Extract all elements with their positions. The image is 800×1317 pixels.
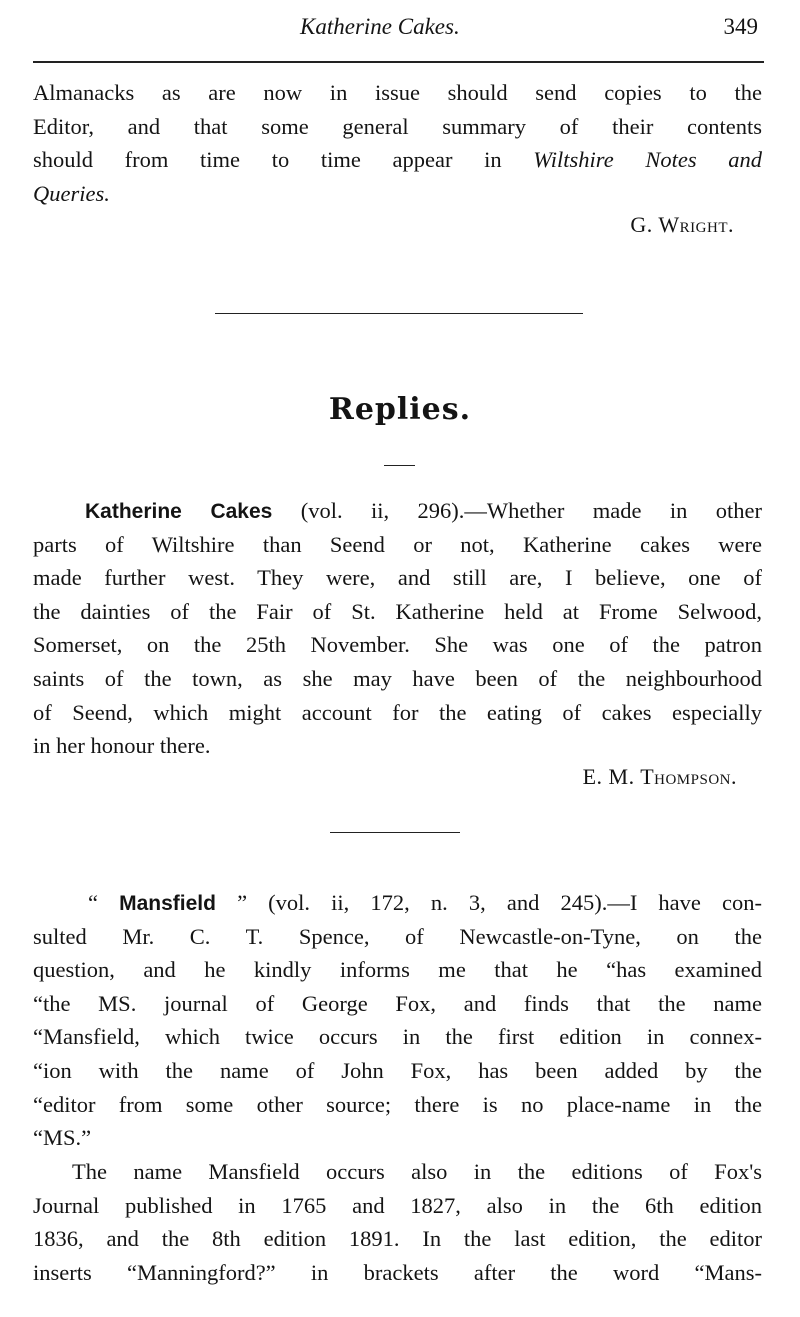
text-line bbox=[33, 595, 762, 629]
italic-text: Queries. bbox=[33, 180, 110, 206]
text-line bbox=[33, 987, 762, 1021]
paragraph bbox=[33, 886, 762, 1155]
page-number: 349 bbox=[723, 14, 758, 39]
text-line bbox=[33, 886, 762, 920]
text-line bbox=[33, 561, 762, 595]
text-line bbox=[33, 953, 762, 987]
section-divider bbox=[215, 313, 583, 314]
entry-title: Mansfield bbox=[119, 892, 216, 915]
text-line bbox=[33, 1020, 762, 1054]
text-segment: 1836, and the 8th edition 1891. In the last edition, the editor bbox=[33, 1226, 762, 1252]
header-rule bbox=[33, 61, 764, 63]
text-segment: parts of Wiltshire than Seend or not, Katherine cakes were bbox=[33, 531, 762, 557]
text-segment: “ bbox=[88, 890, 120, 915]
heading-rule bbox=[384, 465, 415, 466]
paragraph bbox=[33, 1155, 762, 1289]
text-line bbox=[33, 143, 762, 177]
section-divider bbox=[330, 832, 460, 833]
italic-text: Wiltshire Notes and bbox=[533, 147, 762, 173]
text-segment: the dainties of the Fair of St. Katherine held at Frome Selwood, bbox=[33, 598, 762, 624]
paragraph bbox=[33, 494, 762, 763]
text-line bbox=[33, 729, 762, 763]
text-line bbox=[33, 1155, 762, 1189]
text-line bbox=[33, 1222, 762, 1256]
text-line bbox=[33, 528, 762, 562]
text-line bbox=[33, 1054, 762, 1088]
text-segment: “editor from some other source; there is no place-name in the bbox=[33, 1091, 762, 1117]
text-segment: (vol. ii, 296).—Whether made in other bbox=[272, 498, 763, 523]
text-line bbox=[33, 696, 762, 730]
running-header bbox=[0, 14, 800, 48]
text-segment: question, and he kindly informs me that he “has examined bbox=[33, 957, 762, 983]
text-segment: Journal published in 1765 and 1827, also in the 6th edition bbox=[33, 1192, 762, 1218]
text-line bbox=[33, 1189, 762, 1223]
text-line bbox=[33, 1121, 762, 1155]
text-segment: Editor, and that some general summary of their contents bbox=[33, 113, 762, 139]
text-segment: inserts “Manningford?” in brackets after the word “Mans- bbox=[33, 1259, 762, 1285]
text-segment: of Seend, which might account for the eating of cakes especially bbox=[33, 699, 762, 725]
text-line bbox=[33, 920, 762, 954]
text-line bbox=[33, 1088, 762, 1122]
text-line bbox=[33, 110, 762, 144]
text-segment: saints of the town, as she may have been of the neighbourhood bbox=[33, 665, 762, 691]
text-segment: made further west. They were, and still are, I believe, one of bbox=[33, 565, 762, 591]
text-segment: in her honour there. bbox=[33, 733, 211, 759]
text-line bbox=[33, 1256, 762, 1290]
text-line bbox=[33, 662, 762, 696]
text-segment: Somerset, on the 25th November. She was one of the patron bbox=[33, 632, 762, 658]
text-segment: The name Mansfield occurs also in the editions of Fox's bbox=[72, 1159, 762, 1184]
text-segment: ” (vol. ii, 172, n. 3, and 245).—I have con- bbox=[215, 890, 762, 915]
text-segment: “the MS. journal of George Fox, and finds that the name bbox=[33, 990, 762, 1016]
text-segment: “Mansfield, which twice occurs in the first edition in connex- bbox=[33, 1024, 762, 1050]
text-segment: should from time to time appear in bbox=[33, 147, 534, 173]
text-segment: “MS.” bbox=[33, 1125, 92, 1151]
entry-title: Katherine Cakes bbox=[85, 500, 273, 523]
signature: E. M. Thompson. bbox=[582, 764, 737, 789]
paragraph bbox=[33, 76, 762, 210]
text-line bbox=[33, 177, 762, 211]
text-line bbox=[33, 76, 762, 110]
text-segment: “ion with the name of John Fox, has been added by the bbox=[33, 1057, 762, 1083]
text-line bbox=[33, 494, 762, 528]
signature: G. Wright. bbox=[630, 212, 734, 237]
section-heading: Replies. bbox=[328, 392, 472, 427]
text-line bbox=[33, 628, 762, 662]
text-segment: Almanacks as are now in issue should send copies to the bbox=[33, 80, 762, 105]
text-segment: sulted Mr. C. T. Spence, of Newcastle-on-Tyne, on the bbox=[33, 923, 762, 949]
running-title: Katherine Cakes. bbox=[300, 14, 460, 39]
